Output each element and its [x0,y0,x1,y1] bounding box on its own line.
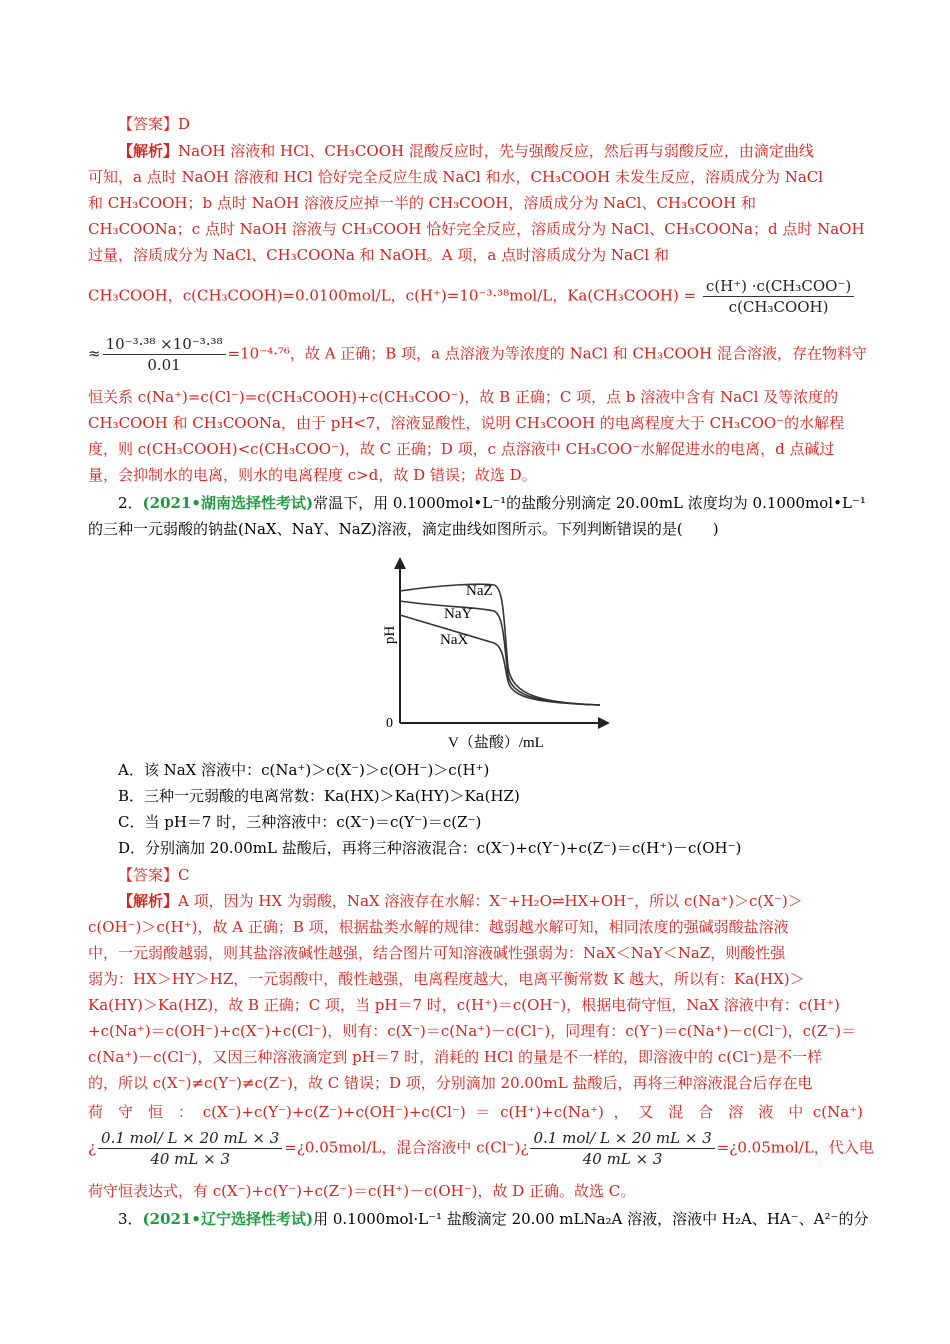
ka-value-fraction [103,334,226,375]
cl-concentration-fraction [530,1128,714,1169]
series-label-nax: NaX [440,632,469,648]
fraction-denominator: c(CH₃COOH) [728,298,829,316]
analysis-line: Ka(HY)＞Ka(HZ)，故 B 正确；C 项，当 pH＝7 时，c(H⁺)＝c(OH⁻)，根据电荷守恒，NaX 溶液中有：c(H⁺) [88,996,840,1014]
analysis-text: c(Na⁺) [812,1103,863,1121]
analysis-line: +c(Na⁺)＝c(OH⁻)+c(X⁻)+c(Cl⁻)，则有：c(X⁻)＝c(Na⁺)－c(Cl⁻)，同理有：c(Y⁻)＝c(Na⁺)－c(Cl⁻)，c(Z⁻)＝ [88,1022,857,1040]
analysis-line: 恒关系 c(Na⁺)=c(Cl⁻)=c(CH₃COOH)+c(CH₃COO⁻)，故 B 正确；C 项，点 b 溶液中含有 NaCl 及等浓度的 [88,388,839,406]
analysis-line: 中，一元弱酸越弱，则其盐溶液碱性越强，结合图片可知溶液碱性强弱为：NaX＜NaY＜NaZ，则酸性强 [88,944,786,962]
fraction-numerator: 0.1 mol/ L × 20 mL × 3 [98,1128,282,1149]
y-axis-arrow [394,557,406,569]
question-2-stem-line2: 的三种一元弱酸的钠盐(NaX、NaY、NaZ)溶液，滴定曲线如图所示。下列判断错误的是( ) [88,520,719,538]
origin-label: 0 [386,716,393,731]
analysis-line [118,140,814,162]
curve-nax [400,615,600,705]
analysis-line: 弱为：HX＞HY＞HZ，一元弱酸中，酸性越强，电离程度越大，电离平衡常数 K 越大，所以有：Ka(HX)＞ [88,970,805,988]
analysis-label: 【解析】 [118,142,179,160]
series-label-nay: NaY [444,606,473,622]
question-source: (2021•湖南选择性考试) [142,494,314,512]
analysis-line: 度，则 c(CH₃COOH)<c(CH₃COO⁻)，故 C 正确；D 项，c 点溶液中 CH₃COO⁻水解促进水的电离，d 点碱过 [88,440,835,458]
ka-expression-line [88,276,856,317]
analysis-text: ＝ [475,1103,491,1121]
analysis-text: =10⁻⁴·⁷⁶，故 A 正确；B 项，a 点溶液为等浓度的 NaCl 和 CH₃COOH 混合溶液，存在物料守 [227,344,867,363]
analysis-line: 和 CH₃COOH；b 点时 NaOH 溶液反应掉一半的 CH₃COOH，溶质成分为 NaCl、CH₃COOH 和 [88,194,756,212]
analysis-line: 荷守恒表达式，有 c(X⁻)+c(Y⁻)+c(Z⁻)＝c(H⁺)－c(OH⁻)，故 D 正确。故选 C。 [88,1182,636,1200]
question-text: 常温下，用 0.1000mol•L⁻¹的盐酸分别滴定 20.00mL 浓度均为 0.1000mol•L⁻¹ [313,494,866,512]
na-concentration-fraction [98,1128,282,1169]
analysis-text: ， [613,1103,629,1121]
analysis-text: 荷 守 恒 ： [88,1103,194,1121]
answer-label: 【答案】D [118,115,191,133]
analysis-label: 【解析】 [118,892,179,910]
analysis-text: A 项，因为 HX 为弱酸，NaX 溶液存在水解：X⁻+H₂O⇌HX+OH⁻，所以 c(Na⁺)＞c(X⁻)＞ [178,892,803,910]
analysis-line: CH₃COONa；c 点时 NaOH 溶液与 CH₃COOH 恰好完全反应，溶质成分为 NaCl、CH₃COONa；d 点时 NaOH [88,220,865,238]
fraction-numerator: c(H⁺) ·c(CH₃COO⁻) [703,276,854,297]
fraction-denominator: 0.01 [147,356,181,374]
analysis-line: 的，所以 c(X⁻)≠c(Y⁻)≠c(Z⁻)，故 C 错误；D 项，分别滴加 20.00mL 盐酸后，再将三种溶液混合后存在电 [88,1074,813,1092]
analysis-line: c(OH⁻)＞c(H⁺)，故 A 正确；B 项，根据盐类水解的规律：越弱越水解可知，相同浓度的强碱弱酸盐溶液 [88,918,789,936]
fraction-denominator: 40 mL × 3 [150,1150,231,1168]
question-source: (2021•辽宁选择性考试) [142,1210,314,1228]
option-c[interactable]: C．当 pH＝7 时，三种溶液中：c(X⁻)＝c(Y⁻)＝c(Z⁻) [118,813,482,831]
x-axis-label: V（盐酸）/mL [448,735,544,751]
question-number: 3． [118,1210,143,1228]
question-2-stem [118,492,866,514]
question-number: 2． [118,494,143,512]
analysis-text: ¿ [88,1138,97,1157]
curve-nay [400,601,600,705]
analysis-text: CH₃COOH，c(CH₃COOH)=0.0100mol/L，c(H⁺)=10⁻³·³⁸mol/L，Ka(CH₃COOH) = [88,286,697,305]
titration-chart [370,555,620,755]
analysis-line [118,890,803,912]
analysis-line: c(Na⁺)－c(Cl⁻)，又因三种溶液滴定到 pH＝7 时，消耗的 HCl 的量是不一样的，即溶液中的 c(Cl⁻)是不一样 [88,1048,823,1066]
approx-sign: ≈ [88,344,101,363]
y-axis-label: pH [382,625,398,645]
analysis-text: 又 混 合 溶 液 中 [638,1103,804,1121]
analysis-text: =¿0.05mol/L，代入电 [716,1138,874,1157]
fraction-denominator: 40 mL × 3 [582,1150,663,1168]
question-3-stem [118,1208,868,1230]
option-d[interactable]: D．分别滴加 20.00mL 盐酸后，再将三种溶液混合：c(X⁻)+c(Y⁻)+c(Z⁻)＝c(H⁺)－c(OH⁻) [118,839,742,857]
option-b[interactable]: B．三种一元弱酸的电离常数：Ka(HX)＞Ka(HY)＞Ka(HZ) [118,787,520,805]
analysis-text: =¿0.05mol/L，混合溶液中 c(Cl⁻)¿ [284,1138,529,1157]
series-label-naz: NaZ [466,583,493,599]
analysis-line: 可知，a 点时 NaOH 溶液和 HCl 恰好完全反应生成 NaCl 和水，CH₃COOH 未发生反应，溶质成分为 NaCl [88,168,824,186]
question-text: 用 0.1000mol·L⁻¹ 盐酸滴定 20.00 mLNa₂A 溶液，溶液中 H₂A、HA⁻、A²⁻的分 [313,1210,869,1228]
analysis-line: 过量，溶质成分为 NaCl、CH₃COONa 和 NaOH。A 项，a 点时溶质成分为 NaCl 和 [88,246,669,264]
curve-naz [400,584,600,705]
analysis-text: c(X⁻)+c(Y⁻)+c(Z⁻)+c(OH⁻)+c(Cl⁻) [202,1103,466,1121]
ka-result-line [88,334,867,375]
analysis-text: NaOH 溶液和 HCl、CH₃COOH 混酸反应时，先与强酸反应，然后再与弱酸反应，由滴定曲线 [178,142,814,160]
analysis-text: c(H⁺)+c(Na⁺) [500,1103,604,1121]
ka-fraction [703,276,854,317]
answer-label: 【答案】C [118,866,190,884]
x-axis-arrow [598,717,610,729]
analysis-line: 量，会抑制水的电离，则水的电离程度 c>d，故 D 错误；故选 D。 [88,466,537,484]
charge-balance-line [88,1101,863,1123]
concentration-line [88,1128,874,1169]
analysis-line: CH₃COOH 和 CH₃COONa，由于 pH<7，溶液显酸性，说明 CH₃COOH 的电离程度大于 CH₃COO⁻的水解程 [88,414,845,432]
option-a[interactable]: A．该 NaX 溶液中：c(Na⁺)＞c(X⁻)＞c(OH⁻)＞c(H⁺) [118,761,490,779]
fraction-numerator: 10⁻³·³⁸ ×10⁻³·³⁸ [103,334,226,355]
fraction-numerator: 0.1 mol/ L × 20 mL × 3 [530,1128,714,1149]
